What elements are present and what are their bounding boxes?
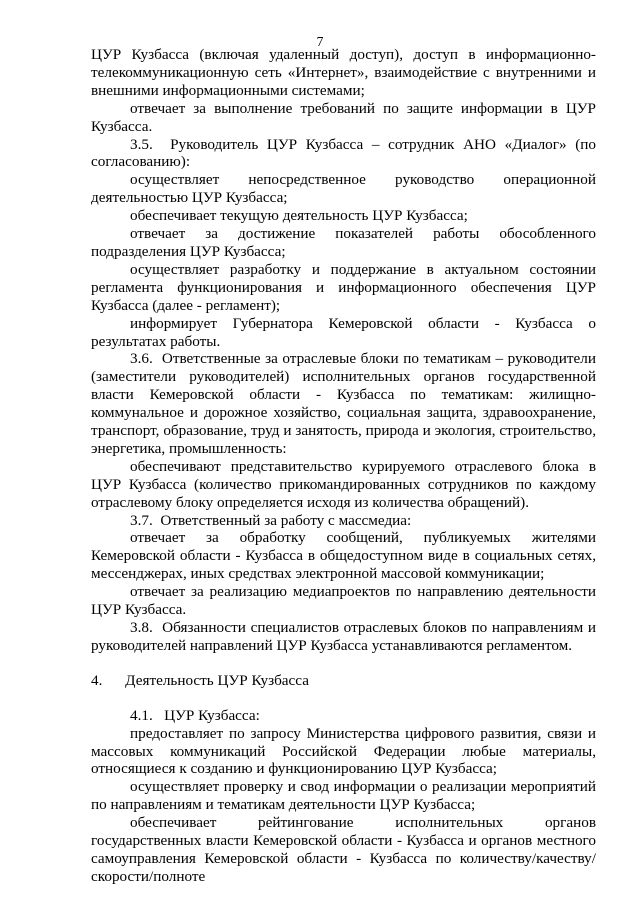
paragraph: обеспечивает текущую деятельность ЦУР Кузбасса; [130, 207, 468, 225]
paragraph: отвечает за выполнение требований по защите информации в ЦУР Кузбасса. [91, 99, 596, 135]
paragraph: обеспечивают представительство курируемого отраслевого блока в ЦУР Кузбасса (количество прикомандированных сотрудников по каждому отраслевому блоку определяется исходя из количества обращений). [91, 457, 596, 511]
page-number: 7 [316, 34, 324, 49]
paragraph: осуществляет непосредственное руководство операционной деятельностью ЦУР Кузбасса; [91, 171, 596, 207]
paragraph: 3.6. Ответственные за отраслевые блоки по тематикам – руководители (заместители руководителей) исполнительных органов государственной власти Кемеровской области - Кузбасса по тематикам: жилищно-коммунальное и дорожное хозяйство, социальная защита, здравоохранение, транспорт, образование, труд и занятость, природа и экология, строительство, энергетика, промышленность: [91, 350, 596, 457]
paragraph: отвечает за достижение показателей работы обособленного подразделения ЦУР Кузбасса; [91, 225, 596, 260]
document-body [91, 46, 596, 886]
paragraph: отвечает за обработку сообщений, публикуемых жителями Кемеровской области - Кузбасса в общедоступном виде в социальных сетях, мессенджерах, иных средствах электронной массовой коммуникации; [91, 529, 596, 583]
paragraph: 3.7. Ответственный за работу с массмедиа: [130, 511, 412, 529]
paragraph: информирует Губернатора Кемеровской области - Кузбасса о результатах работы. [91, 314, 596, 350]
paragraph: осуществляет проверку и свод информации о реализации мероприятий по направлениям и тематикам деятельности ЦУР Кузбасса; [91, 778, 596, 814]
paragraph: 4.1. ЦУР Кузбасса: [130, 706, 260, 724]
paragraph: ЦУР Кузбасса (включая удаленный доступ), доступ в информационно-телекоммуникационную сеть «Интернет», взаимодействие с внутренними и внешними информационными системами; [91, 46, 596, 99]
paragraph: 3.8. Обязанности специалистов отраслевых блоков по направлениям и руководителей направлений ЦУР Кузбасса устанавливаются регламентом. [91, 619, 596, 654]
paragraph: осуществляет разработку и поддержание в актуальном состоянии регламента функционирования и информационного обеспечения ЦУР Кузбасса (далее - регламент); [91, 260, 596, 314]
paragraph: обеспечивает рейтингование исполнительных органов государственных власти Кемеровской области - Кузбасса и органов местного самоуправления Кемеровской области - Кузбасса по количеству/качеству/скорости/полноте [91, 814, 596, 885]
paragraph: предоставляет по запросу Министерства цифрового развития, связи и массовых коммуникаций Российской Федерации любые материалы, относящиеся к созданию и функционированию ЦУР Кузбасса; [91, 724, 596, 778]
paragraph: 3.5. Руководитель ЦУР Кузбасса – сотрудник АНО «Диалог» (по согласованию): [91, 135, 596, 171]
paragraph: отвечает за реализацию медиапроектов по направлению деятельности ЦУР Кузбасса. [91, 583, 596, 619]
section-heading: 4. Деятельность ЦУР Кузбасса [91, 671, 309, 689]
